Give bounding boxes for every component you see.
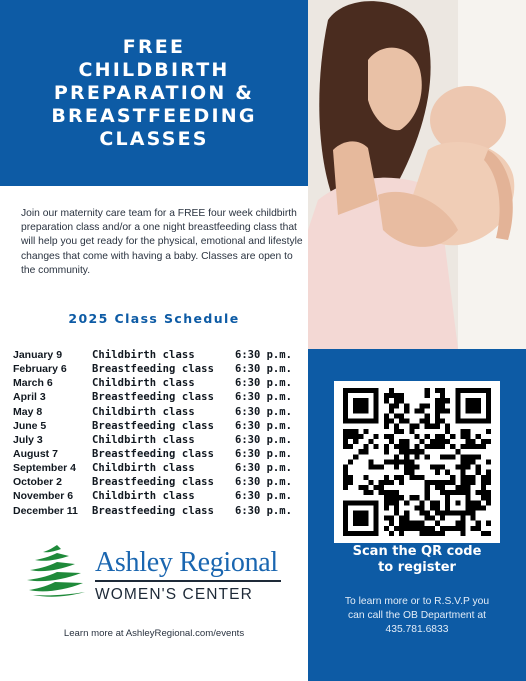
schedule-date: December 11 [13,504,78,517]
schedule-date: July 3 [13,433,43,446]
logo-divider [95,580,281,582]
mother-baby-photo [308,0,526,349]
schedule-time: 6:30 p.m. [235,433,292,446]
intro-paragraph: Join our maternity care team for a FREE four week childbirth preparation class and/or a one night breastfeeding class that will help you get ready for the physical, emotional and lifestyle changes that come with having a baby. Classes are open to the community. [21,208,303,276]
schedule-date: September 4 [13,462,77,475]
schedule-class: Childbirth class [92,433,195,446]
schedule-class: Breastfeeding class [92,391,215,404]
schedule-time: 6:30 p.m. [235,391,292,404]
schedule-time: 6:30 p.m. [235,490,292,503]
schedule-row [13,504,305,518]
schedule-class: Breastfeeding class [92,419,215,432]
schedule-time: 6:30 p.m. [235,448,292,461]
ashley-regional-logo [27,543,287,609]
schedule-row [13,376,305,390]
schedule-class: Childbirth class [92,462,195,475]
schedule-time: 6:30 p.m. [235,349,292,362]
schedule-time: 6:30 p.m. [235,462,292,475]
schedule-class: Breastfeeding class [92,504,215,517]
schedule-date: February 6 [13,363,67,376]
schedule-date: November 6 [13,490,74,503]
schedule-date: May 8 [13,405,43,418]
schedule-class: Childbirth class [92,490,195,503]
schedule-date: June 5 [13,419,47,432]
logo-subtitle: WOMEN'S CENTER [95,586,253,603]
schedule-row [13,461,305,475]
schedule-date: March 6 [13,377,53,390]
schedule-time: 6:30 p.m. [235,504,292,517]
schedule-row [13,390,305,404]
schedule-class: Breastfeeding class [92,476,215,489]
rsvp-info [320,595,514,637]
qr-panel [308,349,526,681]
title-line-4: BREASTFEEDING [51,104,257,127]
schedule-row [13,475,305,489]
schedule-class: Breastfeeding class [92,448,215,461]
schedule-date: October 2 [13,476,63,489]
schedule-class: Childbirth class [92,349,195,362]
schedule-row [13,419,305,433]
schedule-row [13,433,305,447]
schedule-time: 6:30 p.m. [235,419,292,432]
title-line-5: CLASSES [99,127,209,150]
qr-code-icon[interactable] [343,388,491,536]
rsvp-line-1: To learn more or to R.S.V.P you [344,596,490,607]
schedule-heading: 2025 Class Schedule [68,311,240,326]
schedule-time: 6:30 p.m. [235,405,292,418]
title-line-3: PREPARATION & [53,81,255,104]
header-panel [0,0,308,186]
schedule-class: Breastfeeding class [92,363,215,376]
schedule-date: August 7 [13,448,58,461]
tree-logo-icon [27,543,87,599]
mother-baby-illustration [308,0,526,349]
schedule-row [13,348,305,362]
schedule-time: 6:30 p.m. [235,363,292,376]
schedule-row [13,362,305,376]
rsvp-phone[interactable]: 435.781.6833 [385,624,449,635]
scan-line-2: to register [378,560,456,575]
schedule-class: Childbirth class [92,405,195,418]
schedule-date: January 9 [13,349,63,362]
scan-line-1: Scan the QR code [352,544,482,559]
page-title [51,36,256,151]
schedule-row [13,489,305,503]
scan-instructions [308,544,526,576]
title-line-1: FREE [122,35,186,58]
schedule-date: April 3 [13,391,46,404]
title-line-2: CHILDBIRTH [78,58,230,81]
qr-code-box[interactable] [334,381,500,543]
schedule-time: 6:30 p.m. [235,476,292,489]
schedule-time: 6:30 p.m. [235,377,292,390]
class-schedule-table [13,348,305,518]
schedule-row [13,447,305,461]
rsvp-line-2: can call the OB Department at [348,610,486,621]
schedule-body [13,348,305,518]
schedule-row [13,405,305,419]
logo-name: Ashley Regional [95,547,278,578]
learn-more-text: Learn more at AshleyRegional.com/events [63,628,245,639]
schedule-class: Childbirth class [92,377,195,390]
